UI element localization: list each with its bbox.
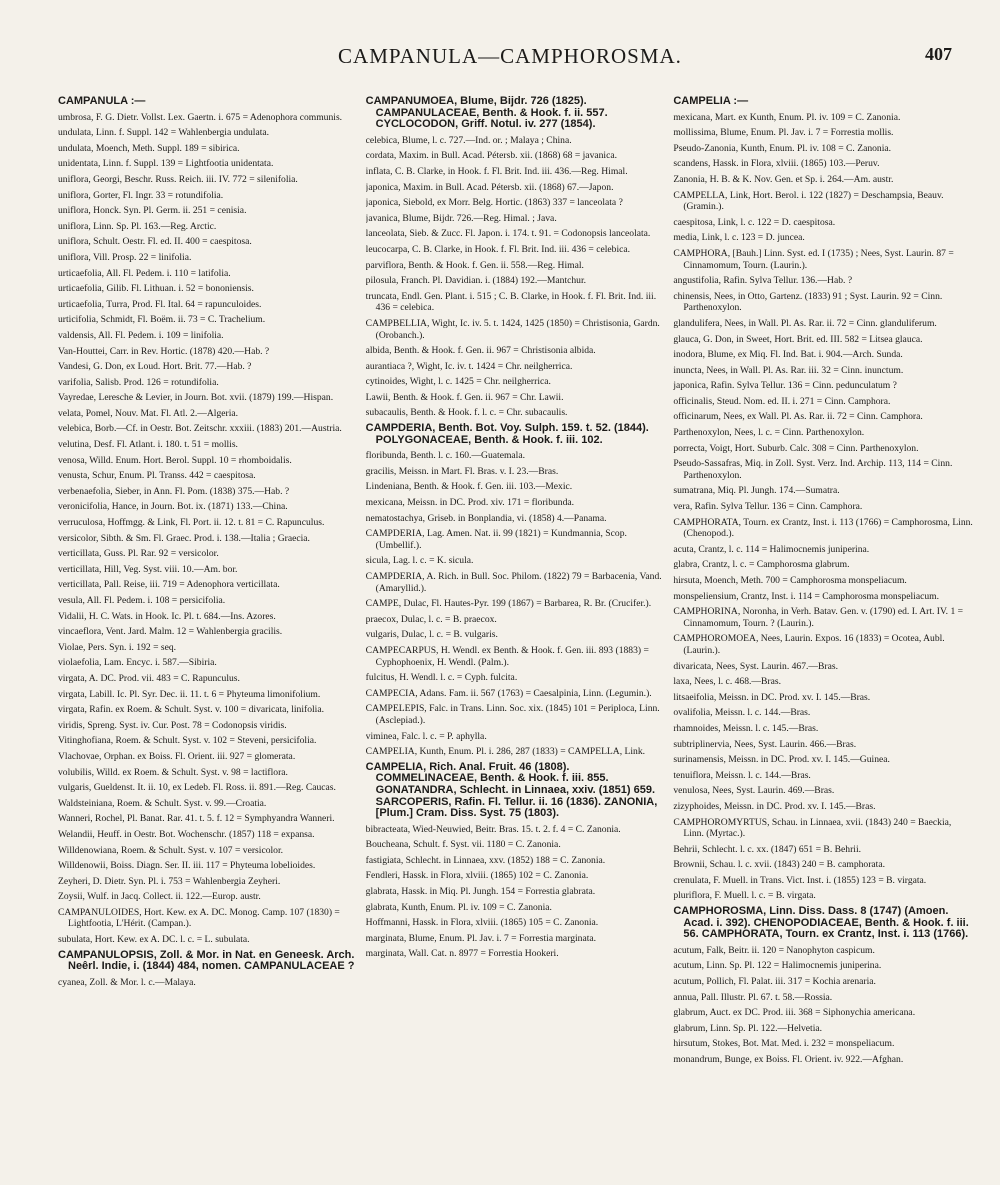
index-entry: velebica, Borb.—Cf. in Oestr. Bot. Zeitschr. xxxiii. (1883) 201.—Austria. (58, 423, 342, 435)
index-entry: venusta, Schur, Enum. Pl. Transs. 442 = caespitosa. (58, 470, 256, 482)
index-entry: Zeyheri, D. Dietr. Syn. Pl. i. 753 = Wahlenbergia Zeyheri. (58, 875, 281, 887)
index-entry: uniflora, Honck. Syn. Pl. Germ. ii. 251 = cenisia. (58, 205, 247, 217)
index-entry: Parthenoxylon, Nees, l. c. = Cinn. Parthenoxylon. (673, 427, 865, 439)
index-entry: Lawii, Benth. & Hook. f. Gen. ii. 967 = Chr. Lawii. (365, 391, 564, 403)
index-entry: CAMPHOROMOEA, Nees, Laurin. Expos. 16 (1833) = Ocotea, Aubl. (Laurin.). (673, 633, 945, 656)
index-entry: CAMPBELLIA, Wight, Ic. iv. 5. t. 1424, 1425 (1850) = Christisonia, Gardn. (Orobanch.). (365, 317, 660, 341)
index-entry: hirsutum, Stokes, Bot. Mat. Med. i. 232 = monspeliacum. (673, 1038, 895, 1050)
index-entry: Pseudo-Sassafras, Miq. in Zoll. Syst. Verz. Ind. Archip. 113, 114 = Cinn. Parthenoxylon. (673, 458, 953, 481)
index-entry: vulgaris, Dulac, l. c. = B. vulgaris. (365, 629, 498, 641)
index-entry: CAMPANULOIDES, Hort. Kew. ex A. DC. Monog. Camp. 107 (1830) = Lightfootia, L'Hérit. (Campan.). (58, 906, 340, 930)
index-entry: urticaefolia, Turra, Prod. Fl. Ital. 64 = rapunculoides. (58, 298, 262, 310)
index-entry: mollissima, Blume, Enum. Pl. Jav. i. 7 = Forrestia mollis. (673, 127, 894, 139)
index-entry: viminea, Falc. l. c. = P. aphylla. (365, 730, 487, 742)
index-entry: marginata, Blume, Enum. Pl. Jav. i. 7 = Forrestia marginata. (365, 932, 597, 944)
index-entry: uniflora, Gorter, Fl. Ingr. 33 = rotundifolia. (58, 189, 224, 201)
index-columns (58, 96, 973, 1176)
index-entry: CAMPECIA, Adans. Fam. ii. 567 (1763) = Caesalpinia, Linn. (Legumin.). (365, 687, 652, 699)
index-entry: glabrum, Auct. ex DC. Prod. iii. 368 = Siphonychia americana. (673, 1007, 916, 1019)
index-entry: caespitosa, Link, l. c. 122 = D. caespitosa. (673, 216, 836, 228)
index-entry: uniflora, Georgi, Beschr. Russ. Reich. iii. IV. 772 = silenifolia. (58, 173, 298, 185)
index-entry: glabrum, Linn. Sp. Pl. 122.—Helvetia. (673, 1022, 823, 1034)
index-entry: officinarum, Nees, ex Wall. Pl. As. Rar. ii. 72 = Cinn. Camphora. (673, 411, 923, 423)
index-entry: vincaeflora, Vent. Jard. Malm. 12 = Wahlenbergia gracilis. (58, 626, 283, 638)
genus-heading: CAMPHOROSMA, Linn. Diss. Dass. 8 (1747) (Amoen. Acad. i. 392). CHENOPODIACEAE, Benth. & Hook. f. iii. 56. CAMPHORATA, Tourn. ex Crantz, Inst. i. 113 (1766). (673, 905, 969, 941)
index-entry: fulcitus, H. Wendl. l. c. = Cyph. fulcita. (365, 672, 518, 684)
index-entry: officinalis, Steud. Nom. ed. II. i. 271 = Cinn. Camphora. (673, 395, 891, 407)
index-entry: CAMPHORATA, Tourn. ex Crantz, Inst. i. 113 (1766) = Camphorosma, Linn. (Chenopod.). (673, 516, 973, 540)
index-entry: acutum, Linn. Sp. Pl. 122 = Halimocnemis juniperina. (673, 960, 882, 972)
index-entry: glabrata, Kunth, Enum. Pl. iv. 109 = C. Zanonia. (365, 901, 552, 913)
index-entry: Lindeniana, Benth. & Hook. f. Gen. iii. 103.—Mexic. (365, 481, 573, 493)
index-entry: bibracteata, Wied-Neuwied, Beitr. Bras. 15. t. 2. f. 4 = C. Zanonia. (365, 823, 621, 835)
page-title: CAMPANULA—CAMPHOROSMA. (338, 44, 682, 68)
index-entry: lanceolata, Sieb. & Zucc. Fl. Japon. i. 174. t. 91. = Codonopsis lanceolata. (365, 228, 651, 240)
index-entry: gracilis, Meissn. in Mart. Fl. Bras. v. I. 23.—Bras. (365, 465, 559, 477)
index-entry: CAMPDERIA, A. Rich. in Bull. Soc. Philom. (1822) 79 = Barbacenia, Vand. (Amaryllid.). (365, 571, 662, 594)
index-entry: glauca, G. Don, in Sweet, Hort. Brit. ed. III. 582 = Litsea glauca. (673, 333, 923, 345)
index-entry: albida, Benth. & Hook. f. Gen. ii. 967 = Christisonia albida. (365, 345, 596, 357)
index-entry: tenuiflora, Meissn. l. c. 144.—Bras. (673, 769, 811, 781)
index-entry: litsaeifolia, Meissn. in DC. Prod. xv. I. 145.—Bras. (673, 691, 871, 703)
index-entry: Boucheana, Schult. f. Syst. vii. 1180 = C. Zanonia. (365, 839, 561, 851)
index-entry: volubilis, Willd. ex Roem. & Schult. Syst. v. 98 = lactiflora. (58, 766, 288, 778)
index-entry: valdensis, All. Fl. Pedem. i. 109 = linifolia. (58, 329, 224, 341)
running-head (60, 44, 960, 84)
index-entry: crenulata, F. Muell. in Trans. Vict. Inst. i. (1855) 123 = B. virgata. (673, 874, 927, 886)
index-entry: scandens, Hassk. in Flora, xlviii. (1865) 103.—Peruv. (673, 158, 880, 170)
index-entry: ovalifolia, Meissn. l. c. 144.—Bras. (673, 707, 811, 719)
index-entry: glandulifera, Nees, in Wall. Pl. As. Rar. ii. 72 = Cinn. glanduliferum. (673, 317, 937, 329)
index-entry: verticillata, Guss. Pl. Rar. 92 = versicolor. (58, 548, 219, 560)
index-entry: acutum, Pollich, Fl. Palat. iii. 317 = Kochia arenaria. (673, 976, 876, 988)
index-entry: viridis, Spreng. Syst. iv. Cur. Post. 78 = Codonopsis viridis. (58, 719, 287, 731)
index-entry: media, Link, l. c. 123 = D. juncea. (673, 232, 805, 244)
index-entry: Vidalii, H. C. Wats. in Hook. Ic. Pl. t. 684.—Ins. Azores. (58, 610, 276, 622)
genus-heading: CAMPANULOPSIS, Zoll. & Mor. in Nat. en Geneesk. Arch. Neêrl. Indie, i. (1844) 484, nomen. CAMPANULACEAE ? (58, 948, 355, 973)
index-entry: violaefolia, Lam. Encyc. i. 587.—Sibiria. (58, 657, 217, 669)
index-entry: CAMPHORINA, Noronha, in Verh. Batav. Gen. v. (1790) ed. I. Art. IV. 1 = Cinnamomum, Tourn. ? (Laurin.). (673, 606, 964, 629)
index-entry: chinensis, Nees, in Otto, Gartenz. (1833) 91 ; Syst. Laurin. 92 = Cinn. Parthenoxylon. (673, 290, 943, 314)
index-entry: angustifolia, Rafin. Sylva Tellur. 136.—Hab. ? (673, 275, 853, 287)
index-entry: Hoffmanni, Hassk. in Flora, xlviii. (1865) 105 = C. Zanonia. (365, 917, 599, 929)
index-entry: verticillata, Pall. Reise, iii. 719 = Adenophora verticillata. (58, 579, 280, 591)
index-entry: leucocarpa, C. B. Clarke, in Hook. f. Fl. Brit. Ind. iii. 436 = celebica. (365, 243, 631, 255)
page-number: 407 (925, 44, 952, 64)
genus-heading: CAMPELIA :— (673, 96, 749, 107)
index-entry: fastigiata, Schlecht. in Linnaea, xxv. (1852) 188 = C. Zanonia. (365, 854, 606, 866)
index-entry: CAMPDERIA, Lag. Amen. Nat. ii. 99 (1821) = Kundmannia, Scop. (Umbellif.). (365, 528, 627, 551)
index-entry: japonica, Rafin. Sylva Tellur. 136 = Cinn. pedunculatum ? (673, 380, 897, 392)
index-entry: Zoysii, Wulf. in Jacq. Collect. ii. 122.—Europ. austr. (58, 891, 261, 903)
index-entry: zizyphoides, Meissn. in DC. Prod. xv. I. 145.—Bras. (673, 800, 876, 812)
index-entry: verbenaefolia, Sieber, in Ann. Fl. Pom. (1838) 375.—Hab. ? (58, 485, 290, 497)
index-entry: cyanea, Zoll. & Mor. l. c.—Malaya. (58, 976, 196, 988)
index-entry: cytinoides, Wight, l. c. 1425 = Chr. neilgherrica. (365, 376, 551, 388)
index-entry: inodora, Blume, ex Miq. Fl. Ind. Bat. i. 904.—Arch. Sunda. (673, 349, 903, 361)
index-entry: acutum, Falk, Beitr. ii. 120 = Nanophyton caspicum. (673, 944, 875, 956)
index-entry: velutina, Desf. Fl. Atlant. i. 180. t. 51 = mollis. (58, 439, 238, 451)
index-entry: celebica, Blume, l. c. 727.—Ind. or. ; Malaya ; China. (365, 134, 572, 146)
index-entry: CAMPELEPIS, Falc. in Trans. Linn. Soc. xix. (1845) 101 = Periploca, Linn. (Asclepiad.). (365, 703, 660, 726)
index-entry: acuta, Crantz, l. c. 114 = Halimocnemis juniperina. (673, 543, 870, 555)
index-entry: praecox, Dulac, l. c. = B. praecox. (365, 613, 497, 625)
index-entry: mexicana, Meissn. in DC. Prod. xiv. 171 = floribunda. (365, 497, 575, 509)
index-entry: Fendleri, Hassk. in Flora, xlviii. (1865) 102 = C. Zanonia. (365, 870, 589, 882)
index-entry: vulgaris, Gueldenst. It. ii. 10, ex Ledeb. Fl. Ross. ii. 891.—Reg. Caucas. (58, 782, 336, 794)
index-entry: uniflora, Vill. Prosp. 22 = linifolia. (58, 251, 192, 263)
index-entry: CAMPELIA, Kunth, Enum. Pl. i. 286, 287 (1833) = CAMPELLA, Link. (365, 746, 646, 758)
index-entry: verruculosa, Hoffmgg. & Link, Fl. Port. ii. 12. t. 81 = C. Rapunculus. (58, 517, 325, 529)
index-entry: urticifolia, Schmidt, Fl. Boëm. ii. 73 = C. Trachelium. (58, 314, 266, 326)
index-entry: japonica, Maxim. in Bull. Acad. Pétersb. xii. (1868) 67.—Japon. (365, 181, 614, 193)
index-entry: mexicana, Mart. ex Kunth, Enum. Pl. iv. 109 = C. Zanonia. (673, 111, 901, 123)
index-entry: inuncta, Nees, in Wall. Pl. As. Rar. iii. 32 = Cinn. inunctum. (673, 364, 904, 376)
index-entry: annua, Pall. Illustr. Pl. 67. t. 58.—Rossia. (673, 991, 833, 1003)
column-1 (58, 96, 358, 1176)
index-entry: divaricata, Nees, Syst. Laurin. 467.—Bras. (673, 660, 838, 672)
index-entry: CAMPHOROMYRTUS, Schau. in Linnaea, xvii. (1843) 240 = Baeckia, Linn. (Myrtac.). (673, 816, 952, 840)
index-entry: Pseudo-Zanonia, Kunth, Enum. Pl. iv. 108 = C. Zanonia. (673, 142, 892, 154)
index-entry: Behrii, Schlecht. l. c. xx. (1847) 651 = B. Behrii. (673, 843, 862, 855)
index-entry: hirsuta, Moench, Meth. 700 = Camphorosma monspeliacum. (673, 575, 907, 586)
index-entry: Zanonia, H. B. & K. Nov. Gen. et Sp. i. 264.—Am. austr. (673, 173, 894, 185)
index-entry: uniflora, Linn. Sp. Pl. 163.—Reg. Arctic. (58, 220, 217, 232)
index-entry: Willdenowii, Boiss. Diagn. Ser. II. iii. 117 = Phyteuma lobelioides. (58, 860, 316, 872)
index-entry: japonica, Siebold, ex Morr. Belg. Hortic. (1863) 337 = lanceolata ? (365, 197, 623, 209)
index-entry: undulata, Linn. f. Suppl. 142 = Wahlenbergia undulata. (58, 127, 270, 139)
index-entry: varifolia, Salisb. Prod. 126 = rotundifolia. (58, 376, 219, 388)
index-entry: venulosa, Nees, Syst. Laurin. 469.—Bras. (673, 785, 835, 797)
genus-heading: CAMPANUMOEA, Blume, Bijdr. 726 (1825). CAMPANULACEAE, Benth. & Hook. f. ii. 557. CYCLOCODON, Griff. Notul. iv. 277 (1854). (365, 96, 608, 131)
index-entry: Vayredae, Leresche & Levier, in Journ. Bot. xvii. (1879) 199.—Hispan. (58, 392, 334, 404)
index-entry: inflata, C. B. Clarke, in Hook. f. Fl. Brit. Ind. iii. 436.—Reg. Himal. (365, 165, 628, 177)
index-entry: unidentata, Linn. f. Suppl. 139 = Lightfootia unidentata. (58, 158, 274, 170)
index-entry: CAMPE, Dulac, Fl. Hautes-Pyr. 199 (1867) = Barbarea, R. Br. (Crucifer.). (365, 598, 652, 610)
index-entry: subulata, Hort. Kew. ex A. DC. l. c. = L. subulata. (58, 934, 250, 946)
index-entry: urticaefolia, Gilib. Fl. Lithuan. i. 52 = bononiensis. (58, 283, 254, 295)
genus-heading: CAMPELIA, Rich. Anal. Fruit. 46 (1808). COMMELINACEAE, Benth. & Hook. f. iii. 855. GONATANDRA, Schlecht. in Linnaea, xxiv. (1851) 659. SARCOPERIS, Rafin. Fl. Tellur. ii. 16 (1836). ZANONIA, [Plum.] Cram. Diss. Syst. 75 (1803). (365, 760, 658, 820)
index-entry: urticaefolia, All. Fl. Pedem. i. 110 = latifolia. (58, 267, 231, 279)
index-entry: Violae, Pers. Syn. i. 192 = seq. (58, 641, 177, 653)
index-entry: virgata, Rafin. ex Roem. & Schult. Syst. v. 100 = divaricata, linifolia. (58, 704, 324, 716)
index-entry: Willdenowiana, Roem. & Schult. Syst. v. 107 = versicolor. (58, 844, 284, 856)
index-entry: aurantiaca ?, Wight, Ic. iv. t. 1424 = Chr. neilgherrica. (365, 360, 573, 372)
index-entry: pluriflora, F. Muell. l. c. = B. virgata. (673, 890, 816, 902)
index-entry: parviflora, Benth. & Hook. f. Gen. ii. 558.—Reg. Himal. (365, 259, 584, 271)
index-entry: cordata, Maxim. in Bull. Acad. Pétersb. xii. (1868) 68 = javanica. (365, 150, 617, 162)
index-entry: subacaulis, Benth. & Hook. f. l. c. = Chr. subacaulis. (365, 407, 568, 419)
index-entry: laxa, Nees, l. c. 468.—Bras. (673, 676, 781, 688)
index-entry: venosa, Willd. Enum. Hort. Berol. Suppl. 10 = rhomboidalis. (58, 454, 292, 466)
index-entry: javanica, Blume, Bijdr. 726.—Reg. Himal. ; Java. (365, 212, 557, 224)
index-entry: monspeliensium, Crantz, Inst. i. 114 = Camphorosma monspeliacum. (673, 590, 939, 602)
column-2 (366, 96, 666, 1176)
index-entry: pilosula, Franch. Pl. Davidian. i. (1884) 192.—Mantchur. (365, 275, 587, 287)
index-entry: porrecta, Voigt, Hort. Suburb. Calc. 308 = Cinn. Parthenoxylon. (673, 442, 919, 454)
index-entry: virgata, A. DC. Prod. vii. 483 = C. Rapunculus. (58, 672, 240, 684)
column-3 (673, 96, 973, 1176)
index-entry: surinamensis, Meissn. in DC. Prod. xv. I. 145.—Guinea. (673, 754, 890, 766)
genus-heading: CAMPANULA :— (58, 96, 146, 107)
index-entry: Wanneri, Rochel, Pl. Banat. Rar. 41. t. 5. f. 12 = Symphyandra Wanneri. (58, 813, 335, 825)
index-entry: CAMPELLA, Link, Hort. Berol. i. 122 (1827) = Deschampsia, Beauv. (Gramin.). (673, 189, 944, 213)
index-entry: umbrosa, F. G. Dietr. Vollst. Lex. Gaertn. i. 675 = Adenophora communis. (58, 111, 343, 123)
index-entry: nematostachya, Griseb. in Bonplandia, vi. (1858) 4.—Panama. (365, 512, 607, 524)
index-entry: Van-Houttei, Carr. in Rev. Hortic. (1878) 420.—Hab. ? (58, 345, 270, 357)
index-entry: sicula, Lag. l. c. = K. sicula. (365, 555, 474, 567)
index-entry: Welandii, Heuff. in Oestr. Bot. Wochenschr. (1857) 118 = expansa. (58, 828, 315, 840)
index-entry: Vandesi, G. Don, ex Loud. Hort. Brit. 77.—Hab. ? (58, 361, 252, 373)
index-entry: Brownii, Schau. l. c. xvii. (1843) 240 = B. camphorata. (673, 859, 885, 871)
index-entry: verticillata, Hill, Veg. Syst. viii. 10.—Am. bor. (58, 563, 238, 575)
index-entry: rhamnoides, Meissn. l. c. 145.—Bras. (673, 722, 819, 734)
genus-heading: CAMPDERIA, Benth. Bot. Voy. Sulph. 159. t. 52. (1844). POLYGONACEAE, Benth. & Hook. f. iii. 102. (365, 422, 649, 446)
index-entry: truncata, Endl. Gen. Plant. i. 515 ; C. B. Clarke, in Hook. f. Fl. Brit. Ind. iii. 436 = celebica. (365, 290, 657, 314)
index-entry: Waldsteiniana, Roem. & Schult. Syst. v. 99.—Croatia. (58, 797, 267, 809)
index-entry: glabra, Crantz, l. c. = Camphorosma glabrum. (673, 559, 850, 571)
index-entry: undulata, Moench, Meth. Suppl. 189 = sibirica. (58, 142, 240, 154)
index-entry: vesula, All. Fl. Pedem. i. 108 = persicifolia. (58, 595, 226, 606)
index-entry: vera, Rafin. Sylva Tellur. 136 = Cinn. Camphora. (673, 501, 863, 513)
index-entry: Vitinghofiana, Roem. & Schult. Syst. v. 102 = Steveni, persicifolia. (58, 735, 317, 747)
index-entry: veronicifolia, Hance, in Journ. Bot. ix. (1871) 133.—China. (58, 501, 288, 513)
index-entry: monandrum, Bunge, ex Boiss. Fl. Orient. iv. 922.—Afghan. (673, 1054, 904, 1065)
index-entry: CAMPHORA, [Bauh.] Linn. Syst. ed. I (1735) ; Nees, Syst. Laurin. 87 = Cinnamomum, Tourn. (Laurin.). (673, 247, 954, 271)
index-entry: velata, Pomel, Nouv. Mat. Fl. Atl. 2.—Algeria. (58, 407, 239, 419)
index-entry: sumatrana, Miq. Pl. Jungh. 174.—Sumatra. (673, 485, 840, 497)
index-entry: marginata, Wall. Cat. n. 8977 = Forrestia Hookeri. (365, 948, 559, 960)
index-entry: floribunda, Benth. l. c. 160.—Guatemala. (365, 450, 525, 462)
index-entry: uniflora, Schult. Oestr. Fl. ed. II. 400 = caespitosa. (58, 236, 252, 248)
index-entry: subtriplinervia, Nees, Syst. Laurin. 466.—Bras. (673, 738, 857, 750)
index-entry: CAMPECARPUS, H. Wendl. ex Benth. & Hook. f. Gen. iii. 893 (1883) = Cyphophoenix, H. Wendl. (Palm.). (365, 644, 649, 668)
index-entry: Vlachovae, Orphan. ex Boiss. Fl. Orient. iii. 927 = glomerata. (58, 750, 296, 762)
index-entry: versicolor, Sibth. & Sm. Fl. Graec. Prod. i. 138.—Italia ; Graecia. (58, 532, 310, 544)
index-entry: glabrata, Hassk. in Miq. Pl. Jungh. 154 = Forrestia glabrata. (365, 886, 596, 898)
index-entry: virgata, Labill. Ic. Pl. Syr. Dec. ii. 11. t. 6 = Phyteuma limonifolium. (58, 688, 321, 700)
